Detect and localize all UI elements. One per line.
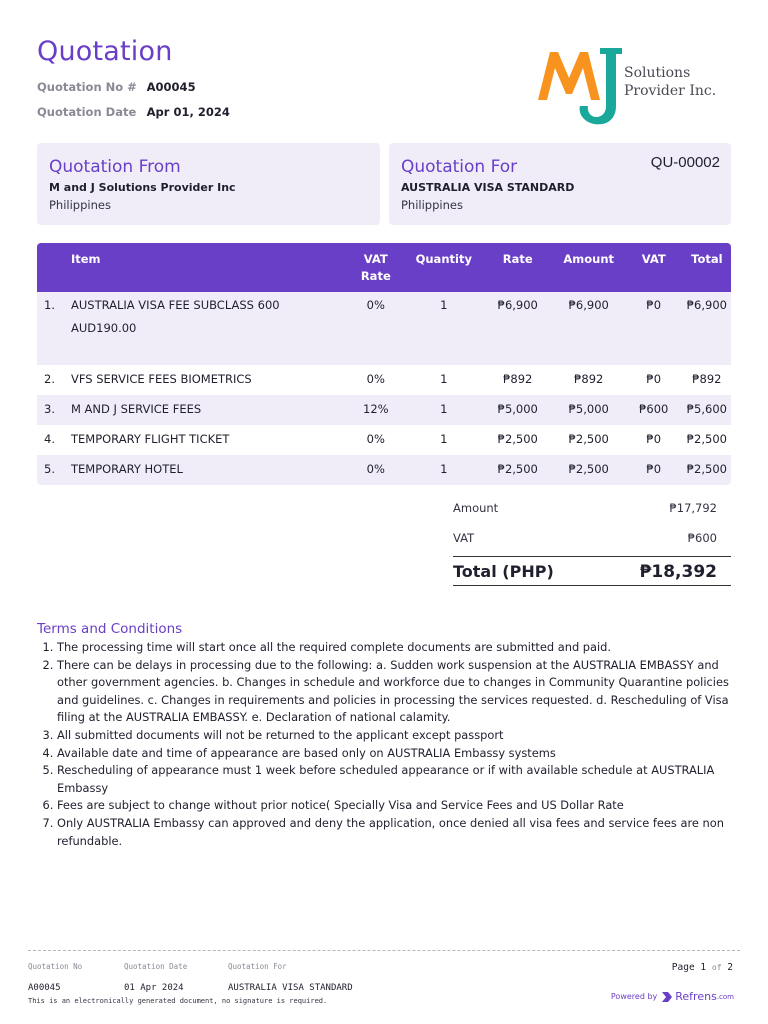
terms-item: 6. Fees are subject to change without prior notice( Specially Visa and Service Fees and US Dollar Rate	[57, 797, 729, 815]
row-number: 4.	[37, 425, 67, 455]
row-quantity: 1	[405, 365, 483, 395]
row-vat-rate: 0%	[347, 365, 405, 395]
totals-summary	[453, 494, 731, 586]
row-item-description: AUD190.00	[70, 321, 137, 335]
quotation-for-address: Philippines	[401, 198, 463, 212]
page-label: Page	[671, 962, 695, 973]
page-total: 2	[727, 962, 733, 973]
vat-total-label: VAT	[453, 531, 475, 545]
terms-item: 5. Rescheduling of appearance must 1 week before scheduled appearance or if with available schedule at AUSTRALIA Embassy	[57, 762, 729, 797]
row-amount: ₱892	[553, 365, 625, 395]
row-vat: ₱0	[625, 292, 683, 365]
header-vat: VAT	[625, 243, 683, 292]
terms-item: 2. There can be delays in processing due to the following: a. Sudden work suspension at the AUSTRALIA EMBASSY and other government agencies. b. Changes in schedule and workforce due to changes in Community Quarantine policies and guidelines. c. Changes in requirements and policies in processing the services requested. d. Rescheduling of Visa filing at the AUSTRALIA EMBASSY. e. Declaration of national calamity.	[57, 657, 729, 727]
row-rate: ₱2,500	[483, 455, 553, 485]
quotation-for-card	[389, 143, 731, 225]
powered-by[interactable]	[611, 990, 734, 1003]
row-total: ₱892	[683, 365, 731, 395]
quotation-number-value: A00045	[146, 80, 196, 94]
row-item-name: VFS SERVICE FEES BIOMETRICS	[67, 365, 347, 395]
grand-total-row	[453, 556, 731, 586]
row-rate: ₱5,000	[483, 395, 553, 425]
row-vat-rate: 12%	[347, 395, 405, 425]
subtotal-label: Amount	[453, 501, 499, 515]
quotation-for-title: Quotation For	[401, 157, 518, 177]
terms-item: 3. All submitted documents will not be returned to the applicant except passport	[57, 727, 729, 745]
row-total: ₱5,600	[683, 395, 731, 425]
row-item	[67, 292, 347, 365]
terms-item: 1. The processing time will start once all the required complete documents are submitted and paid.	[57, 639, 729, 657]
table-row	[37, 292, 731, 365]
grand-total-label: Total (PHP)	[453, 562, 554, 581]
row-quantity: 1	[405, 455, 483, 485]
logo-text-line2: Provider Inc.	[624, 83, 717, 99]
subtotal-value: ₱17,792	[669, 501, 717, 515]
logo-text-line1: Solutions	[624, 65, 691, 81]
row-total: ₱2,500	[683, 455, 731, 485]
quotation-from-title: Quotation From	[49, 157, 181, 177]
row-item-name: TEMPORARY FLIGHT TICKET	[67, 425, 347, 455]
footer-quotation-number-value: A00045	[28, 983, 61, 993]
logo-text	[624, 64, 716, 100]
terms-item: 7. Only AUSTRALIA Embassy can approved and deny the application, once denied all visa fees and service fees are non refundable.	[57, 815, 729, 850]
header-vat-rate-line1: VAT	[363, 252, 388, 266]
row-quantity: 1	[405, 425, 483, 455]
row-vat: ₱600	[625, 395, 683, 425]
header-rate: Rate	[483, 243, 553, 292]
footer-quotation-for-label: Quotation For	[228, 962, 287, 971]
header-quantity: Quantity	[405, 243, 483, 292]
header-vat-rate	[347, 243, 405, 292]
header-total: Total	[683, 243, 731, 292]
row-vat: ₱0	[625, 365, 683, 395]
header-serial	[37, 243, 67, 292]
powered-by-label: Powered by	[610, 992, 658, 1001]
page-current: 1	[700, 962, 707, 973]
quotation-number-label: Quotation No #	[37, 80, 137, 94]
footer-quotation-number	[28, 962, 82, 994]
quotation-from-card	[37, 143, 380, 225]
grand-total-value: ₱18,392	[639, 562, 717, 582]
table-header-row	[37, 243, 731, 292]
row-rate: ₱2,500	[483, 425, 553, 455]
row-amount: ₱6,900	[553, 292, 625, 365]
footer-quotation-for	[228, 962, 353, 994]
vat-total-value: ₱600	[687, 531, 717, 545]
row-number: 5.	[37, 455, 67, 485]
row-amount: ₱2,500	[553, 455, 625, 485]
footer-quotation-for-value: AUSTRALIA VISA STANDARD	[228, 983, 353, 993]
terms-item: 4. Available date and time of appearance are based only on AUSTRALIA Embassy systems	[57, 745, 729, 763]
table-row	[37, 455, 731, 485]
terms-list	[57, 639, 729, 850]
row-item-name: M AND J SERVICE FEES	[67, 395, 347, 425]
row-vat-rate: 0%	[347, 292, 405, 365]
row-quantity: 1	[405, 395, 483, 425]
row-amount: ₱5,000	[553, 395, 625, 425]
quotation-date-label: Quotation Date	[37, 105, 137, 119]
terms-title: Terms and Conditions	[37, 621, 183, 637]
row-vat: ₱0	[625, 455, 683, 485]
table-row	[37, 425, 731, 455]
refrens-brand	[661, 990, 734, 1003]
quotation-from-address: Philippines	[49, 198, 111, 212]
row-total: ₱6,900	[683, 292, 731, 365]
footer-quotation-date-label: Quotation Date	[124, 962, 188, 971]
refrens-brand-suffix: .com	[716, 992, 734, 1001]
row-item-name: TEMPORARY HOTEL	[67, 455, 347, 485]
row-number: 3.	[37, 395, 67, 425]
row-quantity: 1	[405, 292, 483, 365]
row-rate: ₱6,900	[483, 292, 553, 365]
quotation-for-name: AUSTRALIA VISA STANDARD	[401, 181, 575, 194]
footer-quotation-date	[124, 962, 187, 994]
page-indicator	[672, 962, 733, 973]
table-row	[37, 395, 731, 425]
vat-total-row	[453, 524, 731, 554]
row-rate: ₱892	[483, 365, 553, 395]
table-row	[37, 365, 731, 395]
refrens-brand-name: Refrens	[675, 990, 717, 1003]
row-total: ₱2,500	[683, 425, 731, 455]
footer-quotation-number-label: Quotation No	[28, 962, 83, 971]
logo-m-letter	[538, 52, 600, 100]
refrens-logo-shape	[662, 992, 672, 1002]
row-vat: ₱0	[625, 425, 683, 455]
refrens-logo-icon	[661, 991, 673, 1003]
row-vat-rate: 0%	[347, 425, 405, 455]
quotation-date-row	[37, 105, 230, 119]
row-vat-rate: 0%	[347, 455, 405, 485]
row-amount: ₱2,500	[553, 425, 625, 455]
footer-quotation-date-value: 01 Apr 2024	[124, 983, 184, 993]
page-title: Quotation	[37, 36, 173, 67]
row-number: 1.	[37, 292, 67, 365]
items-table	[37, 243, 731, 485]
quotation-date-value: Apr 01, 2024	[146, 105, 230, 119]
quotation-number-row	[37, 80, 196, 94]
footer-divider	[28, 950, 740, 951]
header-item: Item	[67, 243, 347, 292]
quotation-from-name: M and J Solutions Provider Inc	[49, 181, 236, 194]
electronic-document-note: This is an electronically generated document, no signature is required.	[28, 997, 328, 1005]
quotation-reference-number: QU-00002	[650, 154, 720, 171]
page-of-label: of	[711, 963, 722, 972]
row-item-name: AUSTRALIA VISA FEE SUBCLASS 600	[70, 298, 280, 312]
row-number: 2.	[37, 365, 67, 395]
header-vat-rate-line2: Rate	[360, 269, 391, 283]
subtotal-row	[453, 494, 731, 524]
header-amount: Amount	[553, 243, 625, 292]
